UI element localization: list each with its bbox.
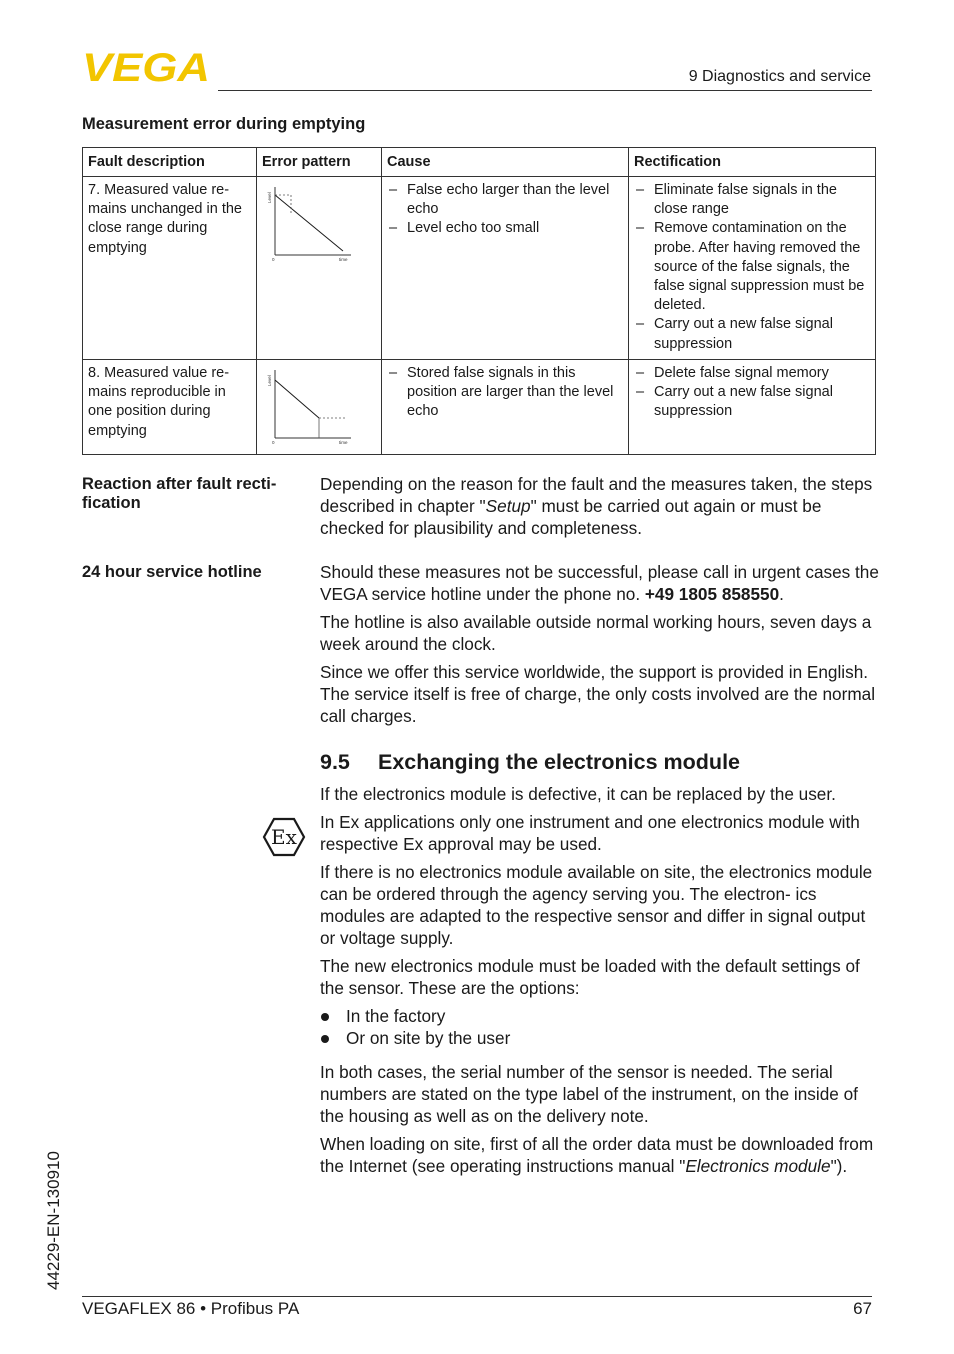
cause-list — [387, 181, 623, 239]
x-axis-label: time — [339, 440, 348, 445]
rectification-list — [634, 181, 870, 354]
running-header: 9 Diagnostics and service — [688, 68, 871, 85]
rectification-cell — [629, 360, 876, 455]
vega-logo — [82, 50, 212, 84]
error-pattern — [257, 360, 382, 455]
header-rule — [218, 90, 872, 91]
rectification-item: – Carry out a new false signal suppression — [634, 315, 870, 353]
section-heading — [320, 750, 740, 775]
level-line — [275, 380, 319, 418]
table-row — [83, 360, 876, 455]
options-list — [320, 1005, 880, 1049]
hotline-text-pre: Should these measures not be successful, please call in urgent cases the VEGA service hotline under the phone no. — [320, 562, 879, 604]
header-fault-description: Fault description — [83, 148, 257, 177]
section-paragraph-2: In Ex applications only one instrument and one electronics module with respective Ex approval may be used. — [320, 812, 860, 854]
rectification-item: – Remove contamination on the probe. After having removed the source of the false signals, the false signal suppression must be deleted. — [634, 219, 870, 315]
footer-rule — [82, 1296, 872, 1297]
options-list-wrap — [320, 1005, 880, 1049]
hotline-label: 24 hour service hotline — [82, 563, 262, 581]
table-title: Measurement error during emptying — [82, 115, 366, 133]
section-paragraph-5: In both cases, the serial number of the sensor is needed. The serial numbers are stated on the type label of the instrument, on the inside of the housing as well as on the delivery note. — [320, 1062, 858, 1126]
section-paragraph-1: If the electronics module is defective, it can be replaced by the user. — [320, 784, 836, 804]
section-number: 9.5 — [320, 750, 350, 774]
fault-description: 8. Measured value re- mains reproducible in one position during emptying — [83, 360, 257, 455]
cause-cell — [382, 177, 629, 360]
table-header-row — [83, 148, 876, 177]
y-axis-label: Level — [267, 192, 272, 203]
header-rectification: Rectification — [629, 148, 876, 177]
rectification-item: – Eliminate false signals in the close range — [634, 181, 870, 219]
cause-cell — [382, 360, 629, 455]
hotline-paragraph-2: The hotline is also available outside normal working hours, seven days a week around the clock. — [320, 612, 872, 654]
section-title: Exchanging the electronics module — [378, 750, 740, 774]
header-cause: Cause — [382, 148, 629, 177]
ex-symbol: Ex — [271, 825, 297, 849]
rectification-item: – Delete false signal memory — [634, 364, 870, 383]
y-axis-label: Level — [267, 375, 272, 386]
error-pattern — [257, 177, 382, 360]
footer-product: VEGAFLEX 86 • Profibus PA — [82, 1299, 300, 1318]
rectification-item: – Carry out a new false signal suppression — [634, 383, 870, 421]
cause-item: – False echo larger than the level echo — [387, 181, 623, 219]
cause-item: – Level echo too small — [387, 219, 623, 238]
p6-text-post: "). — [830, 1156, 848, 1176]
page-number: 67 — [853, 1299, 872, 1318]
p6-text-pre: When loading on site, first of all the order data must be downloaded from the Internet (see operating instructions manual " — [320, 1134, 874, 1176]
origin-label: 0 — [272, 257, 275, 262]
reaction-text-pre: Depending on the reason for the fault and the measures taken, the steps described in chapter " — [320, 474, 873, 516]
level-line — [275, 195, 343, 251]
table-row — [83, 177, 876, 360]
list-item: In the factory — [320, 1005, 880, 1027]
section-paragraph-3: If there is no electronics module available on site, the electronics module can be ordered through the agency serving you. The electron- ics modules are adapted to the respective sensor and differ in signal output or voltage supply. — [320, 862, 873, 948]
rectification-list — [634, 364, 870, 422]
rectification-cell — [629, 177, 876, 360]
error-pattern-chart-8 — [261, 366, 361, 446]
fault-table — [82, 147, 876, 455]
fault-description: 7. Measured value re- mains unchanged in the close range during emptying — [83, 177, 257, 360]
x-axis-label: time — [339, 257, 348, 262]
document-id: 44229-EN-130910 — [44, 1151, 63, 1290]
hotline-phone: +49 1805 858550 — [644, 584, 780, 604]
reaction-paragraph — [320, 473, 880, 539]
cause-item: – Stored false signals in this position are larger than the level echo — [387, 364, 623, 422]
cause-list — [387, 364, 623, 422]
reaction-text-post: " must be carried out again or must be checked for plausibility and completeness. — [320, 496, 822, 538]
section-paragraph-4: The new electronics module must be loaded with the default settings of the sensor. These are the options: — [320, 956, 860, 998]
hotline-paragraph-1 — [320, 561, 880, 605]
hotline-text-post: . — [779, 584, 784, 604]
p6-manual-title: Electronics module — [685, 1156, 831, 1176]
section-paragraph-6 — [320, 1133, 880, 1177]
reaction-text-chapter: Setup — [485, 496, 531, 516]
ex-warning-icon — [262, 817, 306, 857]
hotline-paragraph-3: Since we offer this service worldwide, the support is provided in English. The service itself is free of charge, the only costs involved are the normal call charges. — [320, 662, 876, 726]
origin-label: 0 — [272, 440, 275, 445]
error-pattern-chart-7 — [261, 183, 361, 263]
list-item: Or on site by the user — [320, 1027, 880, 1049]
logo-wordmark: VEGA — [82, 50, 210, 84]
reaction-label: Reaction after fault recti- fication — [82, 475, 277, 512]
header-error-pattern: Error pattern — [257, 148, 382, 177]
